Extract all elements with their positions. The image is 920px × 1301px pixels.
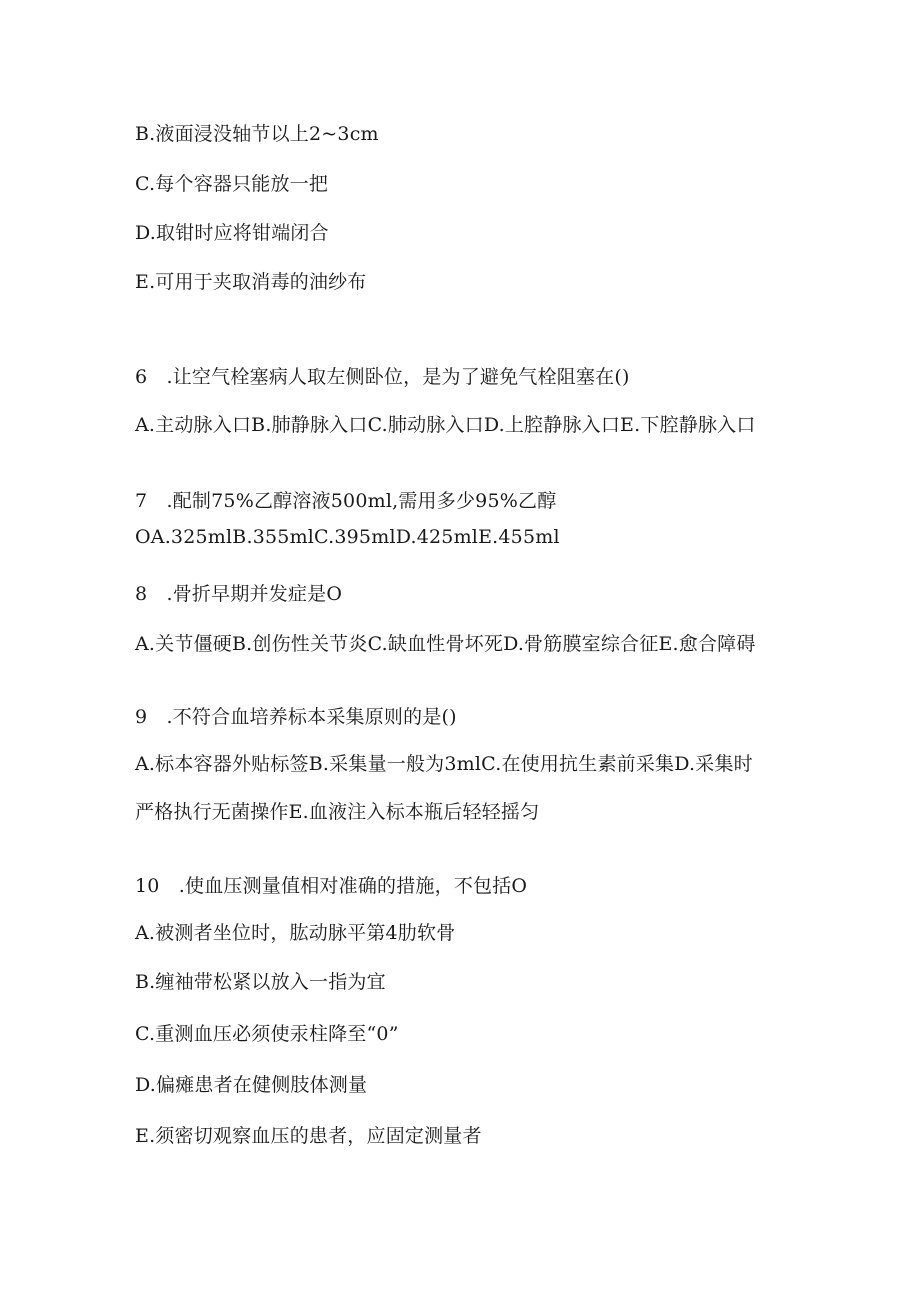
q9-options-line1: A.标本容器外贴标签B.采集量一般为3mlC.在使用抗生素前采集D.采集时 — [135, 753, 753, 775]
q10-option-d: D.偏瘫患者在健侧肢体测量 — [135, 1074, 368, 1096]
q8-options: A.关节僵硬B.创伤性关节炎C.缺血性骨坏死D.骨筋膜室综合征E.愈合障碍 — [135, 633, 756, 655]
q7-stem: 7 .配制75%乙醇溶液500ml,需用多少95%乙醇 — [135, 490, 557, 512]
q10-option-c: C.重测血压必须使汞柱降至“0” — [135, 1023, 399, 1045]
q10-option-a: A.被测者坐位时，肱动脉平第4肋软骨 — [135, 922, 456, 944]
q10-stem: 10 .使血压测量值相对准确的措施，不包括O — [135, 875, 528, 897]
q5-option-d: D.取钳时应将钳端闭合 — [135, 222, 329, 244]
q8-stem: 8 .骨折早期并发症是O — [135, 583, 343, 605]
q6-options: A.主动脉入口B.肺静脉入口C.肺动脉入口D.上腔静脉入口E.下腔静脉入口 — [135, 414, 756, 436]
q10-option-b: B.缠袖带松紧以放入一指为宜 — [135, 971, 386, 993]
q5-option-c: C.每个容器只能放一把 — [135, 173, 329, 195]
q7-options: OA.325mlB.355mlC.395mlD.425mlE.455ml — [135, 526, 560, 548]
q9-options-line2: 严格执行无菌操作E.血液注入标本瓶后轻轻摇匀 — [135, 801, 540, 823]
q6-stem: 6 .让空气栓塞病人取左侧卧位，是为了避免气栓阻塞在() — [135, 366, 630, 388]
q10-option-e: E.须密切观察血压的患者，应固定测量者 — [135, 1125, 482, 1147]
q5-option-e: E.可用于夹取消毒的油纱布 — [135, 271, 367, 293]
q9-stem: 9 .不符合血培养标本采集原则的是() — [135, 706, 457, 728]
q5-option-b: B.液面浸没轴节以上2~3cm — [135, 123, 379, 145]
